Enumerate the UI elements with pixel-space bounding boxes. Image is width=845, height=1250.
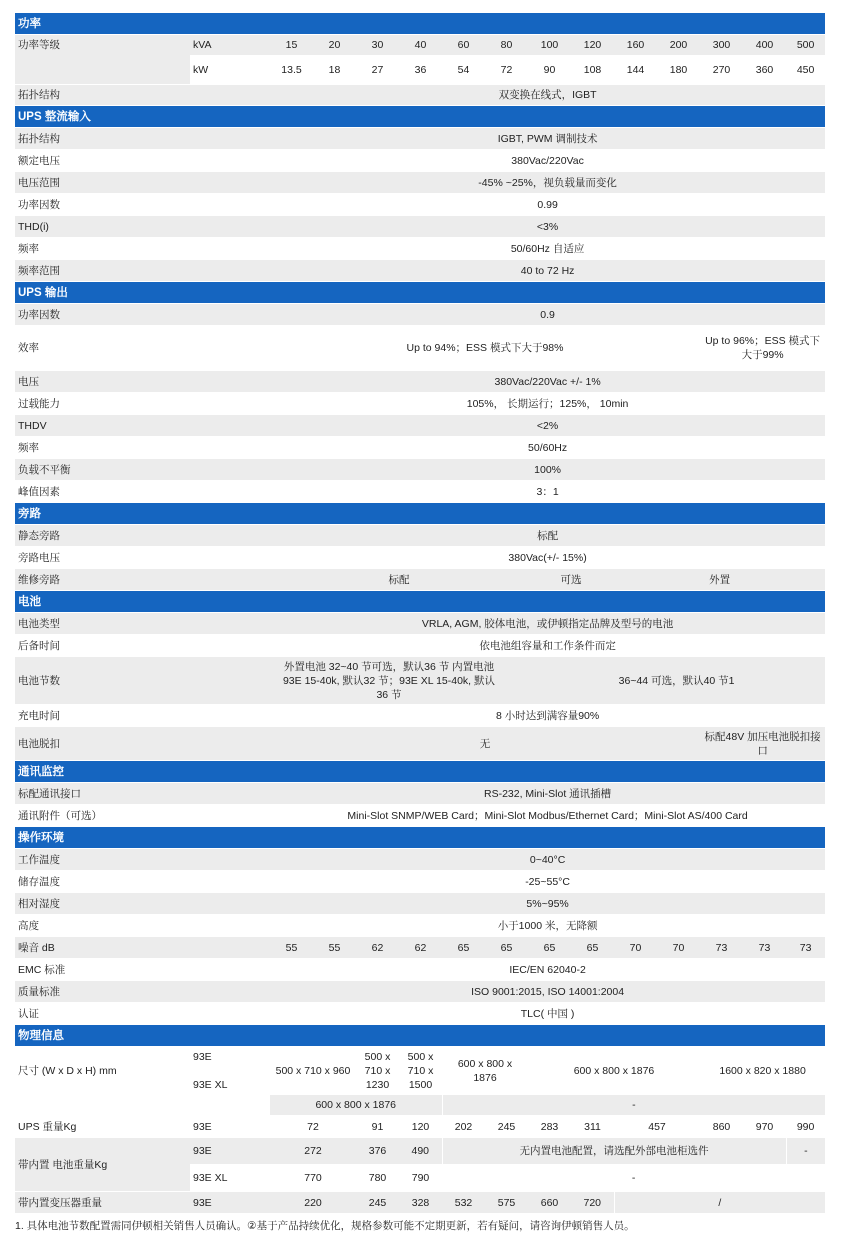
size-value: 600 x 800 x 1876 [442,1047,528,1095]
row-value: <3% [270,216,825,238]
weight-value: 120 [399,1116,442,1138]
kw-value: 108 [571,56,614,85]
size-value: - [442,1095,825,1116]
row-label: 负载不平衡 [15,459,270,481]
model-labels [190,1047,270,1095]
row-value: -45% ~25%，视负载量而变化 [270,172,825,194]
row-label: 频率 [15,238,270,260]
kw-value: 13.5 [270,56,313,85]
table-row [15,1116,825,1138]
row-value: 标配 [270,569,528,591]
table-row [15,194,825,216]
row-value: Up to 96%；ESS 模式下大于99% [700,326,825,371]
row-value: 36~44 可选，默认40 节1 [528,657,825,705]
size-value: 600 x 800 x 1876 [528,1047,700,1095]
size-value: 500 x 710 x 960 [270,1047,356,1095]
row-label: 电压 [15,371,270,393]
row-label: 频率范围 [15,260,270,282]
battery-weight-note: 无内置电池配置，请选配外部电池柜选件 [442,1138,786,1165]
transformer-weight-value: 532 [442,1192,485,1214]
row-value: ISO 9001:2015, ISO 14001:2004 [270,981,825,1003]
row-label: 带内置 电池重量Kg [15,1138,190,1192]
row-value: 3：1 [270,481,825,503]
table-row [15,783,825,805]
row-value: 0~40°C [270,849,825,871]
row-label: 维修旁路 [15,569,270,591]
table-row [15,525,825,547]
battery-weight-value: - [442,1165,825,1192]
row-value: TLC( 中国 ) [270,1003,825,1025]
noise-value: 65 [571,937,614,959]
weight-value: 970 [743,1116,786,1138]
table-row [15,937,825,959]
kw-value: 54 [442,56,485,85]
row-value: 0.99 [270,194,825,216]
table-row [15,393,825,415]
transformer-weight-value: 328 [399,1192,442,1214]
blank-cell [15,1095,190,1116]
model-93exl: 93E XL [193,1078,228,1091]
row-label: 静态旁路 [15,525,270,547]
noise-value: 70 [614,937,657,959]
table-row [15,150,825,172]
row-value: 40 to 72 Hz [270,260,825,282]
model-93e: 93E [193,1050,212,1063]
table-row [15,727,825,761]
section-output: UPS 输出 [15,282,825,304]
kva-value: 400 [743,35,786,56]
battery-weight-value: 376 [356,1138,399,1165]
kva-value: 500 [786,35,825,56]
table-row [15,1047,825,1095]
noise-value: 65 [485,937,528,959]
model-93exl: 93E XL [190,1165,270,1192]
size-value: 500 x 710 x 1500 [399,1047,442,1095]
row-value: 50/60Hz 自适应 [270,238,825,260]
row-label: 拓扑结构 [15,85,270,106]
row-label: THDV [15,415,270,437]
table-row [15,128,825,150]
table-row [15,547,825,569]
table-row [15,238,825,260]
weight-value: 457 [614,1116,700,1138]
row-label: 标配通讯接口 [15,783,270,805]
row-value: VRLA, AGM, 胶体电池，或伊顿指定品牌及型号的电池 [270,613,825,635]
row-label: 电压范围 [15,172,270,194]
kw-unit: kW [190,56,270,85]
kw-value: 36 [399,56,442,85]
size-value: 500 x 710 x 1230 [356,1047,399,1095]
size-value: 1600 x 820 x 1880 [700,1047,825,1095]
table-row [15,371,825,393]
table-row [15,635,825,657]
noise-value: 73 [743,937,786,959]
row-value: 0.9 [270,304,825,326]
row-label: 过载能力 [15,393,270,415]
kva-value: 30 [356,35,399,56]
row-label: 相对湿度 [15,893,270,915]
weight-value: 311 [571,1116,614,1138]
section-rectifier: UPS 整流输入 [15,106,825,128]
table-row [15,871,825,893]
row-value: 依电池组容量和工作条件而定 [270,635,825,657]
table-row [15,959,825,981]
row-label: 峰值因素 [15,481,270,503]
battery-weight-value: 790 [399,1165,442,1192]
row-value: 105%， 长期运行；125%， 10min [270,393,825,415]
kw-value: 360 [743,56,786,85]
noise-value: 73 [700,937,743,959]
weight-value: 990 [786,1116,825,1138]
row-label: 功率因数 [15,304,270,326]
weight-value: 245 [485,1116,528,1138]
kw-value: 27 [356,56,399,85]
row-label: 认证 [15,1003,270,1025]
row-label: 通讯附件（可选） [15,805,270,827]
row-value: 380Vac(+/- 15%) [270,547,825,569]
row-label: 后备时间 [15,635,270,657]
battery-weight-value: 780 [356,1165,399,1192]
noise-value: 65 [528,937,571,959]
row-value: 外置电池 32~40 节可选，默认36 节 内置电池 93E 15-40k, 默认32 节；93E XL 15-40k, 默认36 节 [270,657,528,705]
row-value: <2% [270,415,825,437]
table-row [15,849,825,871]
transformer-weight-value: 245 [356,1192,399,1214]
noise-value: 55 [270,937,313,959]
row-label: 电池脱扣 [15,727,270,761]
blank-cell [190,1095,270,1116]
table-row [15,613,825,635]
table-row [15,1095,825,1116]
section-env: 操作环境 [15,827,825,849]
row-value: 50/60Hz [270,437,825,459]
table-row [15,657,825,705]
section-phys: 物理信息 [15,1025,825,1047]
table-row [15,260,825,282]
model-93e: 93E [190,1116,270,1138]
footnote: 1. 具体电池节数配置需同伊顿相关销售人员确认。②基于产品持续优化，规格参数可能不定期更新，若有疑问，请咨询伊顿销售人员。 [15,1220,635,1232]
kva-value: 160 [614,35,657,56]
kva-unit: kVA [190,35,270,56]
row-label: 旁路电压 [15,547,270,569]
battery-weight-value: 490 [399,1138,442,1165]
weight-value: 91 [356,1116,399,1138]
noise-value: 73 [786,937,825,959]
row-label: 充电时间 [15,705,270,727]
table-row [15,705,825,727]
battery-weight-value: - [786,1138,825,1165]
kva-value: 15 [270,35,313,56]
table-row [15,85,825,106]
row-value: IGBT, PWM 调制技术 [270,128,825,150]
table-row [15,459,825,481]
transformer-weight-value: 575 [485,1192,528,1214]
table-row [15,1192,825,1214]
row-label: UPS 重量Kg [15,1116,190,1138]
table-row [15,981,825,1003]
row-label: 功率因数 [15,194,270,216]
row-value: RS-232, Mini-Slot 通讯插槽 [270,783,825,805]
transformer-weight-value: 720 [571,1192,614,1214]
size-value: 600 x 800 x 1876 [270,1095,442,1116]
row-label: 效率 [15,326,270,371]
row-label: 工作温度 [15,849,270,871]
table-row [15,915,825,937]
row-label: 噪音 dB [15,937,270,959]
kva-value: 120 [571,35,614,56]
table-row [15,415,825,437]
row-value: Mini-Slot SNMP/WEB Card；Mini-Slot Modbus/Ethernet Card；Mini-Slot AS/400 Card [270,805,825,827]
row-label: 带内置变压器重量 [15,1192,190,1214]
row-value: 标配 [270,525,825,547]
table-row [15,216,825,238]
kva-value: 40 [399,35,442,56]
row-value: IEC/EN 62040-2 [270,959,825,981]
kw-value: 144 [614,56,657,85]
table-row [15,35,825,56]
row-value: 可选 [528,569,614,591]
kva-value: 20 [313,35,356,56]
weight-value: 202 [442,1116,485,1138]
row-value: Up to 94%；ESS 模式下大于98% [270,326,700,371]
row-value: 100% [270,459,825,481]
table-row [15,1003,825,1025]
weight-value: 283 [528,1116,571,1138]
row-value: 双变换在线式，IGBT [270,85,825,106]
kva-value: 100 [528,35,571,56]
row-label: 高度 [15,915,270,937]
kva-value: 300 [700,35,743,56]
model-93e: 93E [190,1192,270,1214]
noise-value: 65 [442,937,485,959]
table-row [15,304,825,326]
section-bypass: 旁路 [15,503,825,525]
row-value: 小于1000 米，无降额 [270,915,825,937]
row-label: 额定电压 [15,150,270,172]
kva-value: 200 [657,35,700,56]
kw-value: 450 [786,56,825,85]
table-row [15,172,825,194]
section-battery: 电池 [15,591,825,613]
kw-value: 90 [528,56,571,85]
kw-value: 18 [313,56,356,85]
battery-weight-value: 272 [270,1138,356,1165]
kva-value: 80 [485,35,528,56]
spec-table [15,13,825,1214]
row-value: 380Vac/220Vac +/- 1% [270,371,825,393]
kva-value: 60 [442,35,485,56]
table-row [15,437,825,459]
model-93e: 93E [190,1138,270,1165]
section-comm: 通讯监控 [15,761,825,783]
noise-value: 55 [313,937,356,959]
row-label: 拓扑结构 [15,128,270,150]
row-value: 外置 [614,569,825,591]
table-row [15,805,825,827]
row-label: 尺寸 (W x D x H) mm [15,1047,190,1095]
kw-value: 180 [657,56,700,85]
weight-value: 860 [700,1116,743,1138]
section-power: 功率 [15,13,825,35]
row-value: -25~55°C [270,871,825,893]
row-value: 无 [270,727,700,761]
row-label: 质量标准 [15,981,270,1003]
noise-value: 62 [356,937,399,959]
rating-label: 功率等级 [15,35,190,85]
table-row [15,569,825,591]
table-row [15,326,825,371]
row-label: THD(i) [15,216,270,238]
noise-value: 62 [399,937,442,959]
battery-weight-value: 770 [270,1165,356,1192]
row-label: 储存温度 [15,871,270,893]
row-value: 8 小时达到满容量90% [270,705,825,727]
transformer-weight-value: 660 [528,1192,571,1214]
weight-value: 72 [270,1116,356,1138]
row-value: 标配48V 加压电池脱扣接口 [700,727,825,761]
row-label: EMC 标准 [15,959,270,981]
row-label: 电池类型 [15,613,270,635]
noise-value: 70 [657,937,700,959]
table-row [15,481,825,503]
table-row [15,893,825,915]
transformer-weight-value: 220 [270,1192,356,1214]
row-label: 电池节数 [15,657,270,705]
kw-value: 72 [485,56,528,85]
transformer-weight-value: / [614,1192,825,1214]
row-value: 5%~95% [270,893,825,915]
row-value: 380Vac/220Vac [270,150,825,172]
kw-value: 270 [700,56,743,85]
row-label: 频率 [15,437,270,459]
table-row [15,1138,825,1165]
